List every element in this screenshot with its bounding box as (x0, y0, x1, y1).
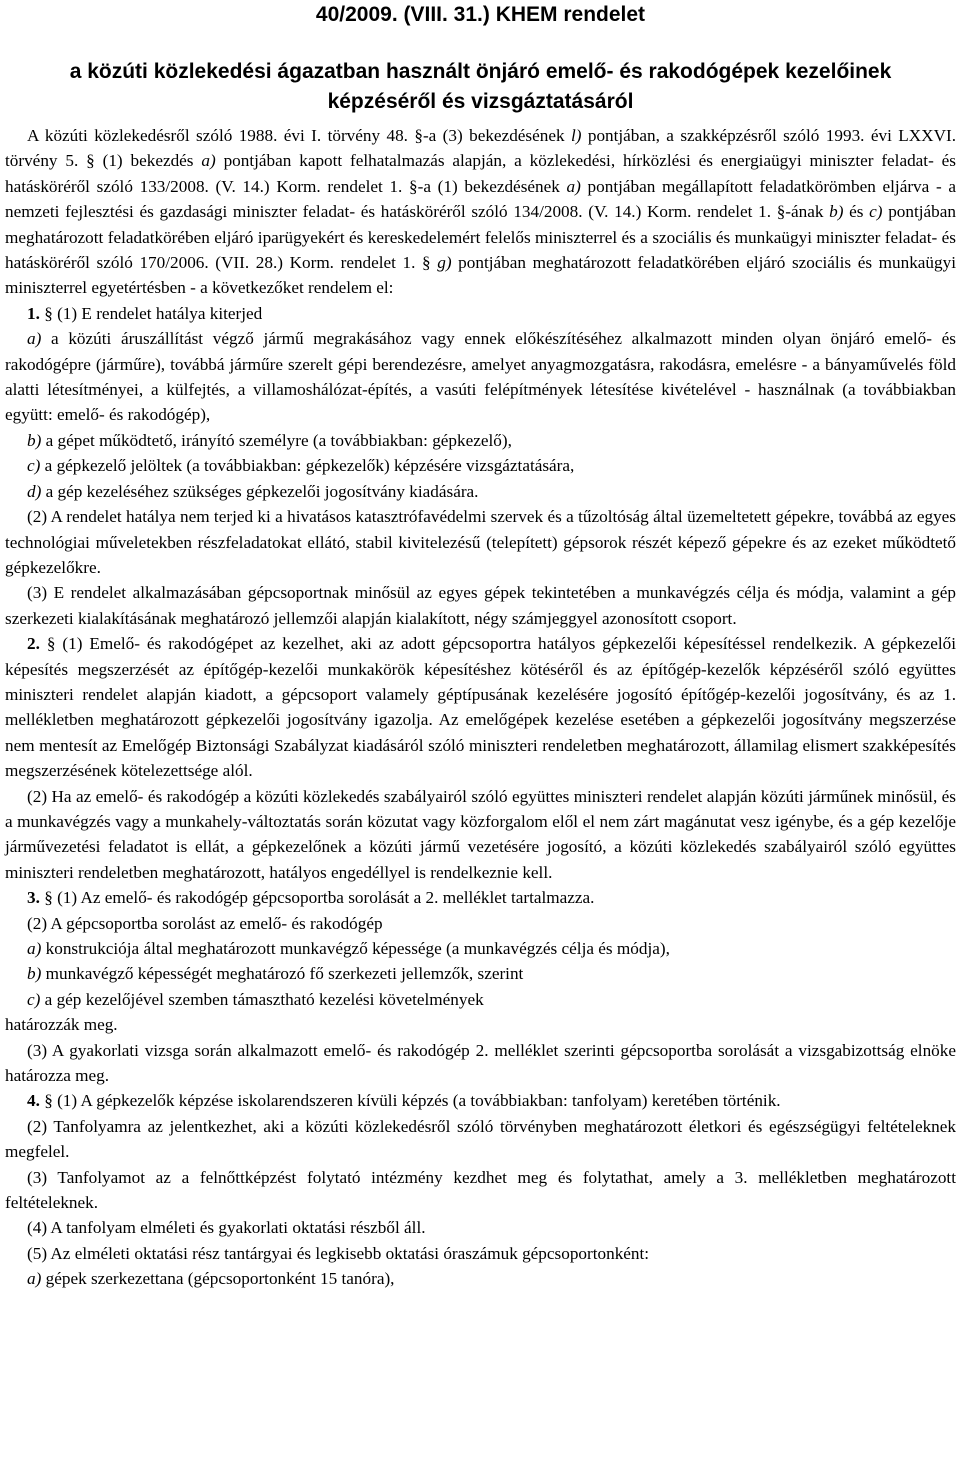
section-2-paragraph-2: (2) Ha az emelő- és rakodógép a közúti közlekedés szabályairól szóló együttes miniszteri rendelet alapján közúti járműnek minősül, és a munkavégzés vagy a munkahely-változtatás során közutat vagy közforgalom elől el nem zárt magánutat vesz igénybe, és a gép kezelője járművezetési feladatot is ellát, a gépkezelőnek a közúti jármű vezetésére jogosító, a közúti közlekedés szabályairól szóló együttes miniszteri rendeletben meghatározott, hatályos engedéllyel is rendelkeznie kell. (5, 786, 956, 882)
section-2-paragraph-1: 2. § (1) Emelő- és rakodógépet az kezelhet, aki az adott gépcsoportra hatályos gépkezelői képesítéssel rendelkezik. A gépkezelői képesítés megszerzését az építőgép-kezelői munkakörök képesítéshez kötéséről és az építőgép-kezelők képzéséről szóló együttes miniszteri rendelet alapján kiadott, a gépcsoport valamely géptípusának kezelésére jogosító építőgép-kezelői jogosítvány, és az 1. mellékletben meghatározott gépkezelői jogosítvány igazolja. Az emelőgépek kezelése esetében a gépkezelői jogosítvány megszerzése nem mentesít az Emelőgép Biztonsági Szabályzat kiadásáról szóló miniszteri rendeletben meghatározott, államilag elismert szakképesítés megszerzésének kötelezettsége alól. (5, 634, 956, 781)
section-1-paragraph-2: (2) A rendelet hatálya nem terjed ki a hivatásos katasztrófavédelmi szervek és a tűzoltóság által üzemeltetett gépekre, továbbá az egyes technológiai műveletekben részfeladatokat ellátó, stabil kivitelezésű (telepített) gépsorok részét képező gépekre és az ezeket működtető gépkezelőkre. (5, 507, 956, 577)
section-1-point-c: c) a gépkezelő jelöltek (a továbbiakban: gépkezelők) képzésére vizsgáztatására, (27, 456, 575, 476)
section-4-paragraph-3: (3) Tanfolyamot az a felnőttképzést folytató intézmény kezdhet meg és folytathat, amely a 3. mellékletben meghatározott feltételeknek. (5, 1167, 956, 1213)
document-body (5, 123, 956, 1292)
section-3-paragraph-2: (2) A gépcsoportba sorolást az emelő- és rakodógép (27, 913, 383, 933)
section-1-point-b: b) a gépet működtető, irányító személyre (a továbbiakban: gépkezelő), (27, 430, 512, 450)
section-3-point-a: a) konstrukciója által meghatározott munkavégző képessége (a munkavégzés célja és módja), (27, 939, 670, 958)
decree-title-line-2: képzéséről és vizsgáztatásáról (327, 90, 634, 113)
section-4-paragraph-2: (2) Tanfolyamra az jelentkezhet, aki a közúti közlekedésről szóló törvényben meghatározott életkori és egészségügyi feltételeknek megfelel. (5, 1116, 956, 1162)
section-1-paragraph-3: (3) E rendelet alkalmazásában gépcsoportnak minősül az egyes gépek tekintetében a munkavégzés célja és módja, valamint a gép szerkezeti kialakításának meghatározó jellemzői alapján kialakított, négy számjeggyel azonosított csoport. (5, 583, 956, 628)
decree-number: 40/2009. (VIII. 31.) KHEM rendelet (315, 3, 646, 26)
section-1-point-d: d) a gép kezeléséhez szükséges gépkezelői jogosítvány kiadására. (27, 481, 479, 501)
section-3-paragraph-1: 3. § (1) Az emelő- és rakodógép gépcsoportba sorolását a 2. melléklet tartalmazza. (27, 888, 595, 908)
section-3-paragraph-3: (3) A gyakorlati vizsga során alkalmazott emelő- és rakodógép 2. melléklet szerinti gépcsoportba sorolását a vizsgabizottság elnöke határozza meg. (5, 1040, 956, 1086)
section-4-paragraph-4: (4) A tanfolyam elméleti és gyakorlati oktatási részből áll. (27, 1218, 426, 1238)
section-1-heading: 1. § (1) E rendelet hatálya kiterjed (27, 303, 263, 323)
decree-title-line-1: a közúti közlekedési ágazatban használt önjáró emelő- és rakodógépek kezelőinek (69, 60, 892, 83)
section-3-point-c: c) a gép kezelőjével szemben támasztható kezelési követelmények (27, 989, 484, 1009)
document-page (5, 0, 956, 1292)
section-3-point-b: b) munkavégző képességét meghatározó fő szerkezeti jellemzők, szerint (27, 964, 524, 984)
section-3-closing: határozzák meg. (5, 1015, 118, 1035)
preamble: A közúti közlekedésről szóló 1988. évi I. törvény 48. §-a (3) bekezdésének l) pontjában, a szakképzésről szóló 1993. évi LXXVI. törvény 5. § (1) bekezdés a) pontjában kapott felhatalmazás alapján, a közlekedési, hírközlési és energiaügyi miniszter feladat- és hatásköréről szóló 133/2008. (V. 14.) Korm. rendelet 1. §-a (1) bekezdésének a) pontjában megállapított feladatkörömben eljárva - a nemzeti fejlesztési és gazdasági miniszter feladat- és hatásköréről szóló 134/2008. (V. 14.) Korm. rendelet 1. §-ának b) és c) pontjában meghatározott feladatkörében eljáró iparügyekért és kereskedelemért felelős miniszterrel és a szociális és munkaügyi miniszter feladat- és hatásköréről szóló 170/2006. (VII. 28.) Korm. rendelet 1. § g) pontjában meghatározott feladatkörében eljáró szociális és munkaügyi miniszterrel egyetértésben - a következőket rendelem el: (5, 126, 956, 298)
section-4-point-a: a) gépek szerkezettana (gépcsoportonként 15 tanóra), (27, 1269, 395, 1289)
section-4-paragraph-1: 4. § (1) A gépkezelők képzése iskolarendszeren kívüli képzés (a továbbiakban: tanfolyam) keretében történik. (27, 1091, 781, 1111)
section-4-paragraph-5: (5) Az elméleti oktatási rész tantárgyai és legkisebb oktatási óraszámuk gépcsoportonként: (27, 1243, 650, 1263)
section-1-point-a: a) a közúti áruszállítást végző jármű megrakásához vagy ennek előkészítéséhez alkalmazott minden olyan önjáró emelő- és rakodógépre (járműre), továbbá járműre szerelt gépi berendezésre, amelyet anyagmozgatásra, rakodásra, emelésre - a bányaművelés föld alatti létesítményei, a külfejtés, a villamoshálózat-építés, a vasúti felépítmények létesítése kivételével - használnak (a továbbiakban együtt: emelő- és rakodógép), (5, 329, 956, 425)
